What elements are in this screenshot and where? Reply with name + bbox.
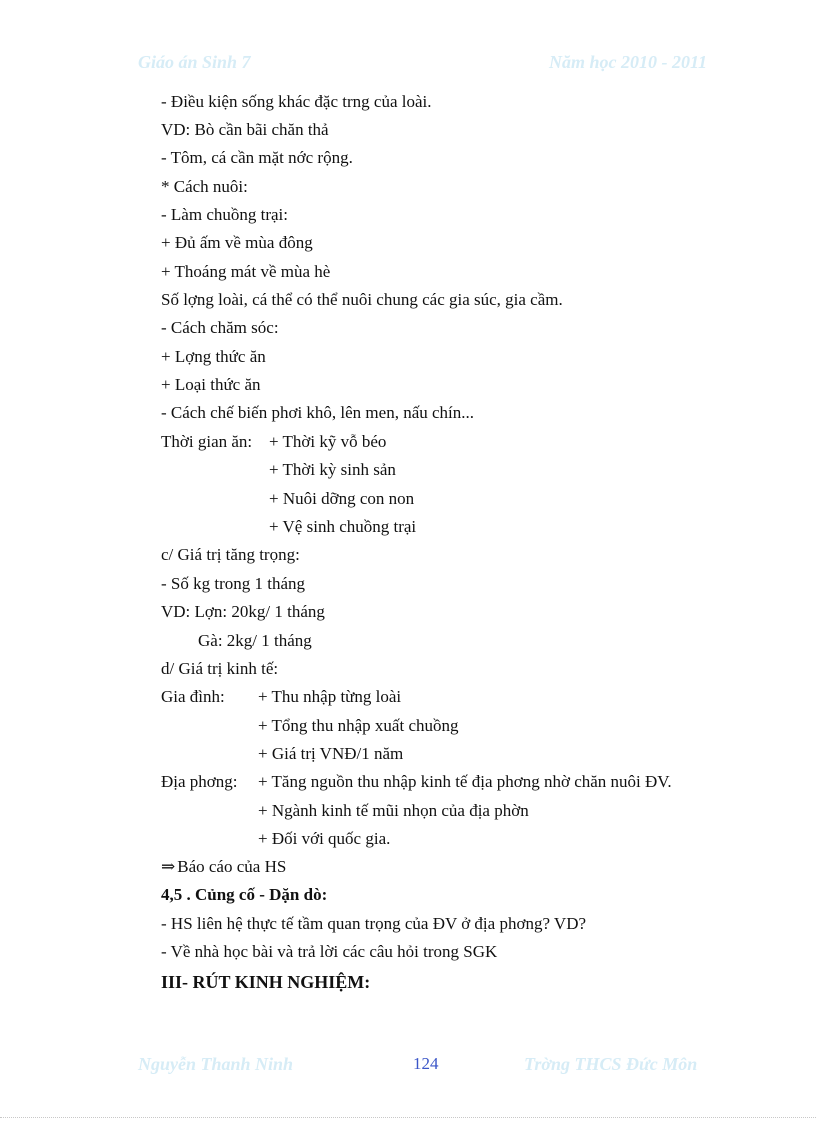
text-line: + Giá trị VNĐ/1 năm <box>258 744 404 763</box>
text-line: + Ngành kinh tế mũi nhọn của địa phờn <box>258 801 529 820</box>
text-line: - Điều kiện sống khác đặc trng của loài. <box>161 92 432 111</box>
text-line: + Vệ sinh chuồng trại <box>269 517 417 536</box>
text-line: - Số kg trong 1 tháng <box>161 574 306 593</box>
text-line: Số lợng loài, cá thể có thể nuôi chung các gia súc, gia cầm. <box>161 290 563 309</box>
text-line: - Về nhà học bài và trả lời các câu hỏi trong SGK <box>161 942 498 961</box>
text-line: d/ Giá trị kinh tế: <box>161 659 279 678</box>
locality-label: Địa phơng: <box>161 772 238 791</box>
text-line: + Lợng thức ăn <box>161 347 266 366</box>
text-line: + Thời kỹ vỗ béo <box>269 432 387 451</box>
text-line: + Nuôi dỡng con non <box>269 489 415 508</box>
section-heading: 4,5 . Củng cố - Dặn dò: <box>161 885 328 904</box>
text-line: + Thu nhập từng loài <box>258 687 402 706</box>
text-line: - Cách chế biến phơi khô, lên men, nấu chín... <box>161 403 475 422</box>
page-number: 124 <box>413 1054 439 1073</box>
text-line: + Đủ ấm về mùa đông <box>161 233 313 252</box>
text-line: - Cách chăm sóc: <box>161 318 279 337</box>
text-line: + Tổng thu nhập xuất chuồng <box>258 716 459 735</box>
header-left-title: Giáo án Sinh 7 <box>138 52 251 72</box>
text-line: * Cách nuôi: <box>161 177 248 196</box>
section-heading: III- RÚT KINH NGHIỆM: <box>161 972 371 992</box>
report-line <box>161 856 286 878</box>
text-line: + Loại thức ăn <box>161 375 261 394</box>
footer-author: Nguyễn Thanh Ninh <box>138 1054 294 1074</box>
text-line: + Thoáng mát về mùa hè <box>161 262 331 281</box>
text-line: - Làm chuồng trại: <box>161 205 288 224</box>
text-line: VD: Bò cần bãi chăn thả <box>161 120 329 139</box>
text-line: Gà: 2kg/ 1 tháng <box>198 631 312 650</box>
report-text: Báo cáo của HS <box>177 857 287 876</box>
text-line: + Tăng nguồn thu nhập kinh tế địa phơng nhờ chăn nuôi ĐV. <box>258 772 672 791</box>
bottom-divider <box>0 1117 816 1118</box>
footer-school: Trờng THCS Đức Môn <box>524 1054 698 1074</box>
text-line: VD: Lợn: 20kg/ 1 tháng <box>161 602 325 621</box>
text-line: c/ Giá trị tăng trọng: <box>161 545 300 564</box>
text-line: + Thời kỳ sinh sản <box>269 460 396 479</box>
family-label: Gia đình: <box>161 687 225 706</box>
header-right-title: Năm học 2010 - 2011 <box>549 52 708 72</box>
feeding-time-label: Thời gian ăn: <box>161 432 253 451</box>
text-line: + Đối với quốc gia. <box>258 829 391 848</box>
text-line: - Tôm, cá cần mặt nớc rộng. <box>161 148 353 167</box>
text-line: - HS liên hệ thực tế tầm quan trọng của ĐV ở địa phơng? VD? <box>161 914 587 933</box>
implies-arrow-icon: ⇒ <box>161 857 176 876</box>
